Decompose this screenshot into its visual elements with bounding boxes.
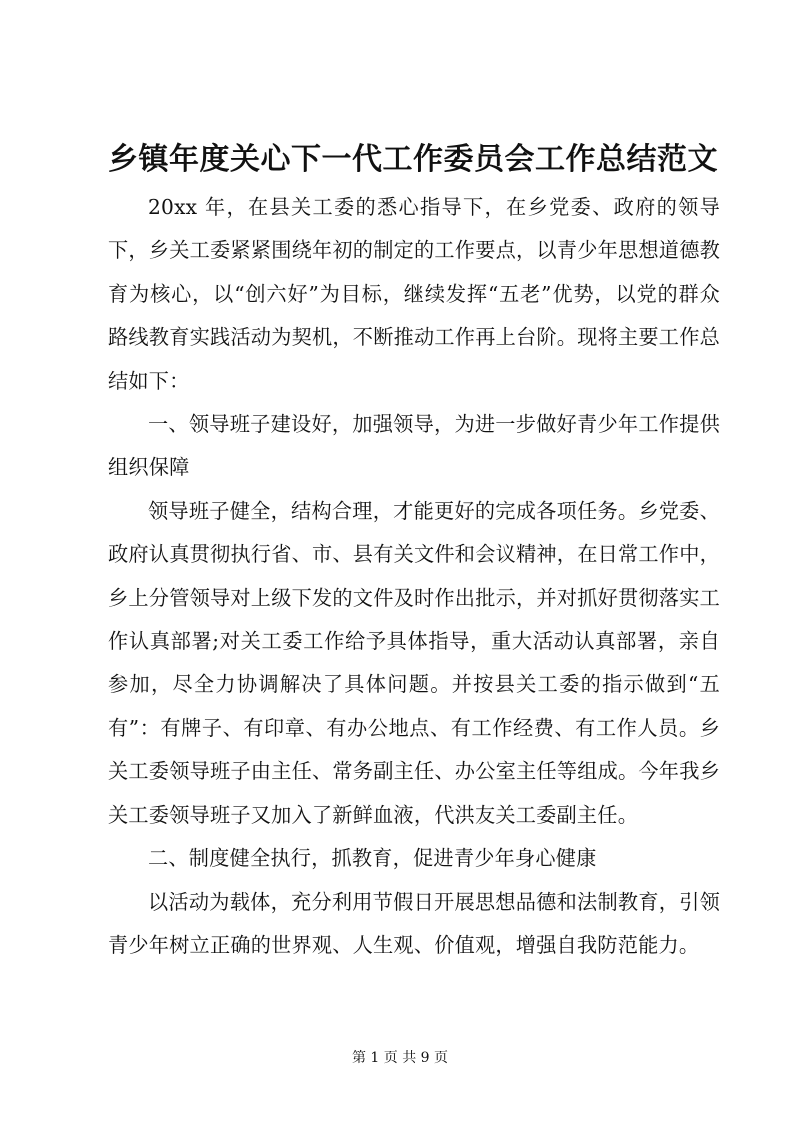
section-heading-2: 二、制度健全执行，抓教育，促进青少年身心健康 [148,846,597,871]
document-body [108,186,720,967]
paragraph-activities: 以活动为载体，充分利用节假日开展思想品德和法制教育，引领青少年树立正确的世界观、人生观、价值观，增强自我防范能力。 [108,889,720,957]
document-title: 乡镇年度关心下一代工作委员会工作总结范文 [108,142,718,177]
paragraph-leadership: 领导班子健全，结构合理，才能更好的完成各项任务。乡党委、政府认真贯彻执行省、市、县有关文件和会议精神，在日常工作中，乡上分管领导对上级下发的文件及时作出批示，并对抓好贯彻落实工作认真部署;对关工委工作给予具体指导，重大活动认真部署，亲自参加，尽全力协调解决了具体问题。并按县关工委的指示做到“五有”：有牌子、有印章、有办公地点、有工作经费、有工作人员。乡关工委领导班子由主任、常务副主任、办公室主任等组成。今年我乡关工委领导班子又加入了新鲜血液，代洪友关工委副主任。 [108,498,720,827]
paragraph-intro: 20xx 年，在县关工委的悉心指导下，在乡党委、政府的领导下，乡关工委紧紧围绕年初的制定的工作要点，以青少年思想道德教育为核心，以“创六好”为目标，继续发挥“五老”优势，以党的群众路线教育实践活动为契机，不断推动工作再上台阶。现将主要工作总结如下： [108,195,720,393]
section-heading-1: 一、领导班子建设好，加强领导，为进一步做好青少年工作提供组织保障 [108,412,720,480]
page-number-footer: 第 1 页 共 9 页 [351,1050,449,1066]
